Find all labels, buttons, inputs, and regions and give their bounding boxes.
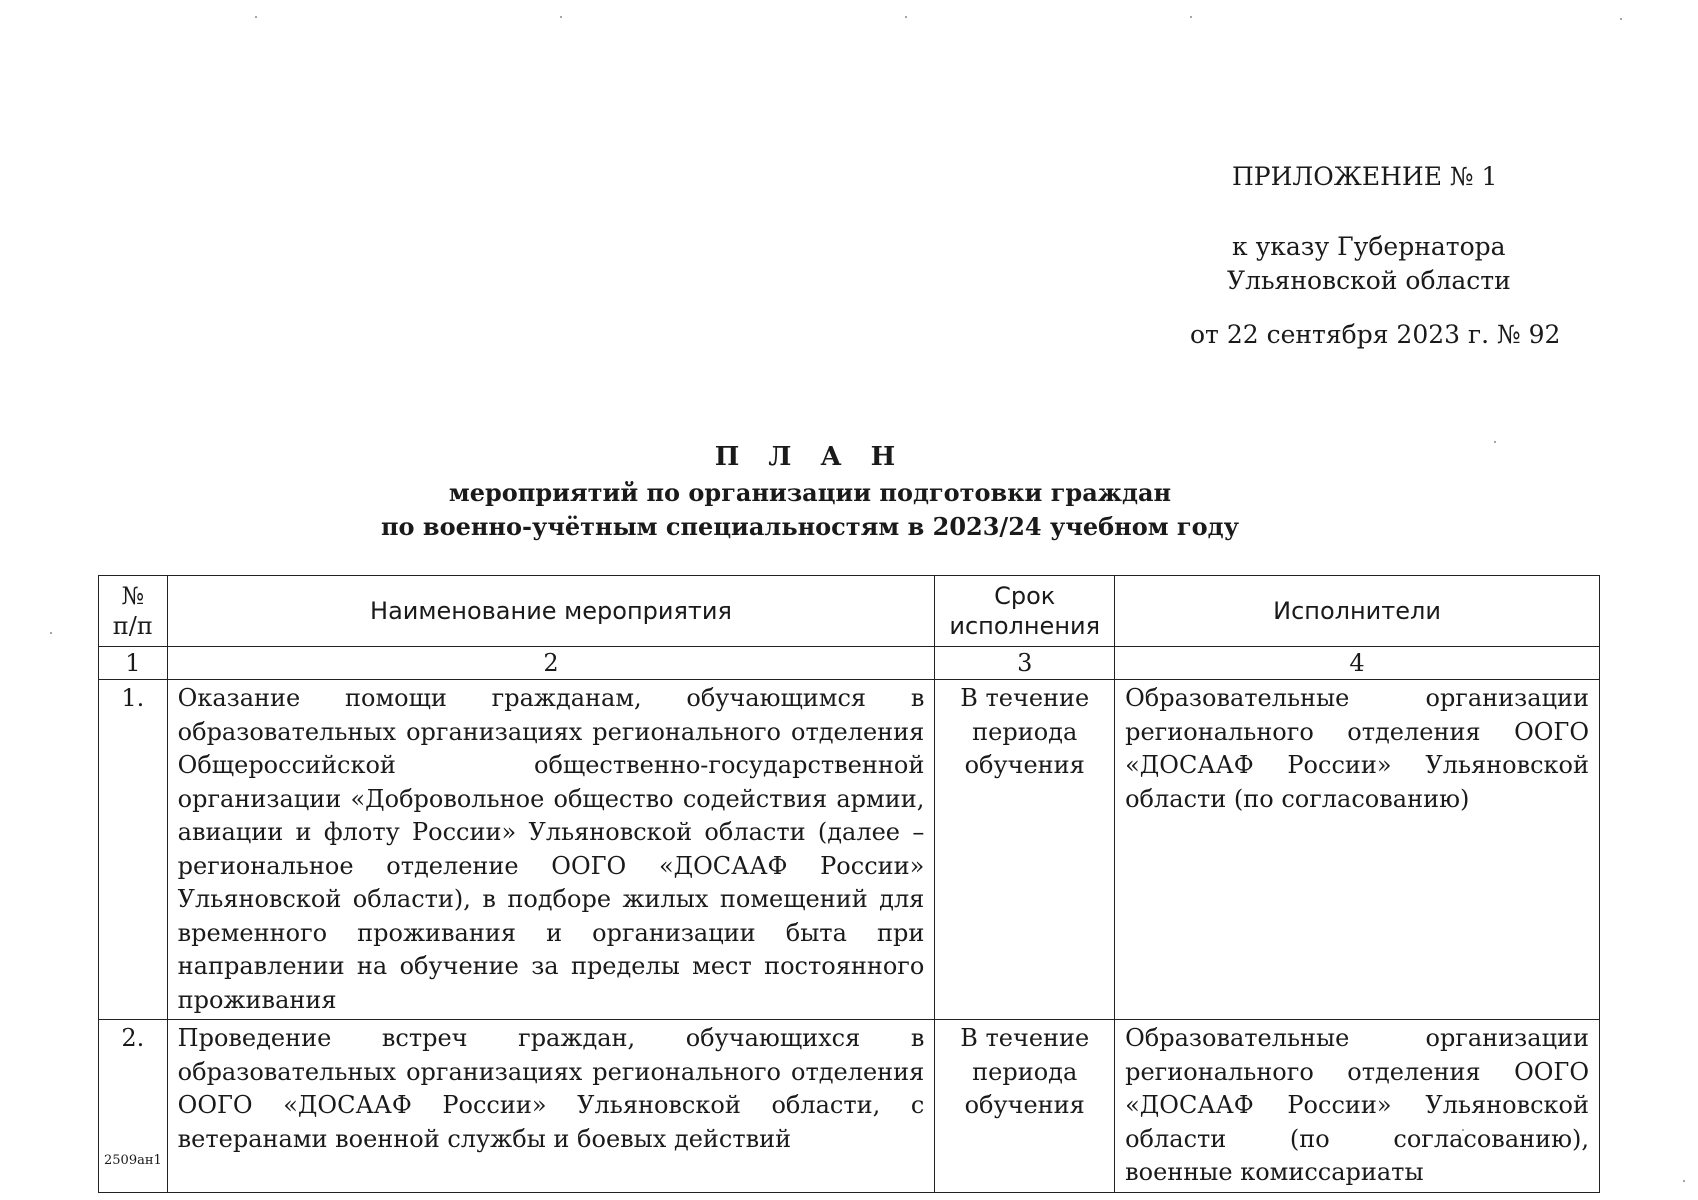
- col-number: 2: [167, 647, 935, 680]
- col-number: 3: [935, 647, 1115, 680]
- row-num: 1.: [99, 680, 168, 1020]
- document-code: 2509ан1: [104, 1153, 162, 1168]
- scan-speck: [255, 16, 257, 18]
- row-term: В течение периода обучения: [935, 680, 1115, 1020]
- plan-subtitle-1: мероприятий по организации подготовки граждан: [448, 478, 1172, 507]
- row-executors: Образовательные организации регионального отделения ООГО «ДОСААФ России» Ульяновской области (по согласованию): [1115, 680, 1600, 1020]
- plan-title: П Л А Н: [714, 442, 906, 472]
- table-row: [99, 680, 1600, 1020]
- header-term: Срок исполнения: [935, 576, 1115, 647]
- scan-speck: [1683, 1180, 1685, 1182]
- row-num: 2.: [99, 1020, 168, 1193]
- row-name: Оказание помощи гражданам, обучающимся в образовательных организациях регионального отделения Общероссийской общественно-государственной организации «Добровольное общество содействия армии, авиации и флоту России» Ульяновской области (далее – региональное отделение ООГО «ДОСААФ России» Ульяновской области), в подборе жилых помещений для временного проживания и организации быта при направлении на обучение за пределы мест постоянного проживания: [167, 680, 935, 1020]
- appendix-to-line1: к указу Губернатора: [1232, 232, 1506, 261]
- plan-subtitle-2: по военно-учётным специальностям в 2023/24 учебном году: [380, 512, 1240, 541]
- table-header-row: [99, 576, 1600, 647]
- scan-speck: [50, 632, 52, 634]
- scan-speck: [1620, 18, 1622, 20]
- table-row: [99, 1020, 1600, 1193]
- scan-speck: [1190, 16, 1192, 18]
- row-term: В течение периода обучения: [935, 1020, 1115, 1193]
- column-number-row: [99, 647, 1600, 680]
- appendix-date: от 22 сентября 2023 г. № 92: [1190, 320, 1561, 349]
- scan-speck: [905, 16, 907, 18]
- appendix-to-line2: Ульяновской области: [1227, 266, 1511, 295]
- plan-table: [98, 575, 1600, 1193]
- header-num: № п/п: [99, 576, 168, 647]
- scan-speck: [560, 16, 562, 18]
- col-number: 4: [1115, 647, 1600, 680]
- row-executors: Образовательные организации регионального отделения ООГО «ДОСААФ России» Ульяновской области (по согласованию), военные комиссариаты: [1115, 1020, 1600, 1193]
- appendix-title: ПРИЛОЖЕНИЕ № 1: [1232, 162, 1498, 191]
- col-number: 1: [99, 647, 168, 680]
- row-name: Проведение встреч граждан, обучающихся в образовательных организациях регионального отделения ООГО «ДОСААФ России» Ульяновской области, с ветеранами военной службы и боевых действий: [167, 1020, 935, 1193]
- header-name: Наименование мероприятия: [167, 576, 935, 647]
- header-executors: Исполнители: [1115, 576, 1600, 647]
